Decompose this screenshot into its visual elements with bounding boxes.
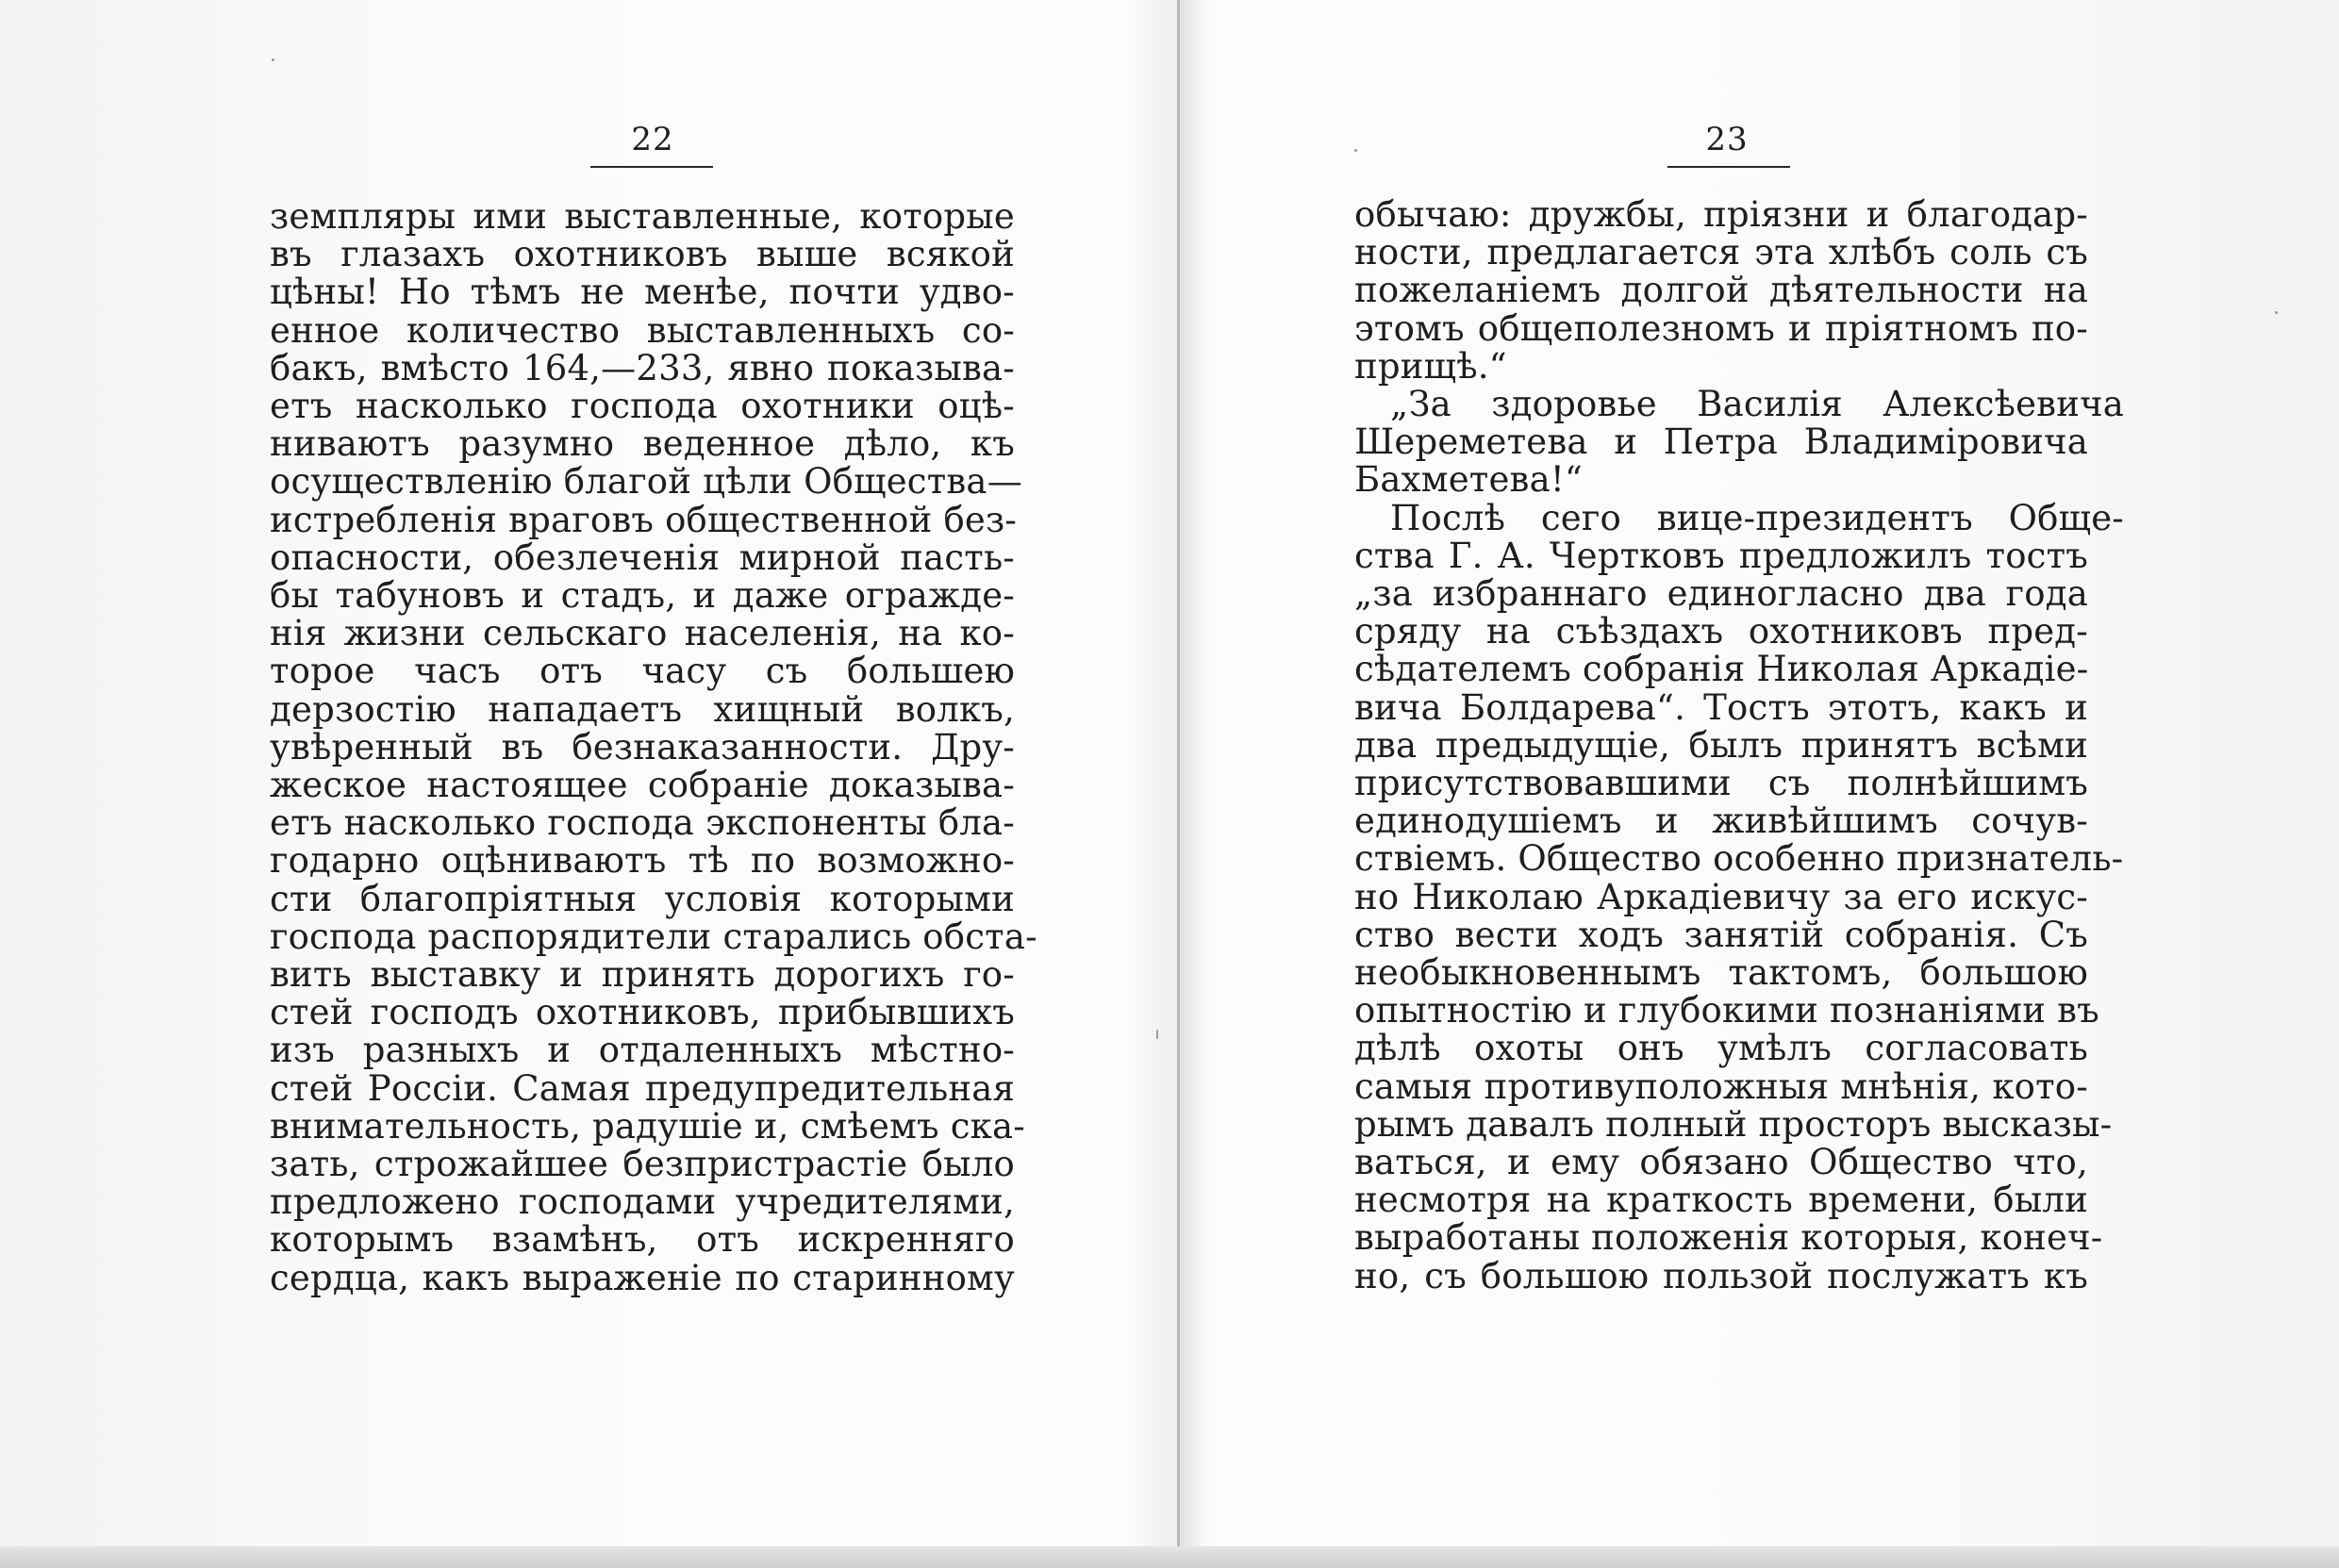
text-line: но, съ большою пользой послужатъ къ [1354, 1255, 2088, 1296]
text-line: торое часъ отъ часу съ большею [270, 651, 1015, 692]
text-line: опасности, обезлеченія мирной пасть- [270, 536, 1015, 578]
text-line: изъ разныхъ и отдаленныхъ мѣстно- [270, 1030, 1015, 1071]
text-line: жеское настоящее собраніе доказыва- [270, 765, 1015, 806]
text-line: вича Болдарева“. Тостъ этотъ, какъ и [1354, 686, 2088, 728]
text-line: единодушіемъ и живѣйшимъ сочув- [1354, 801, 2088, 842]
scan-speck [1354, 149, 1357, 152]
text-line: „За здоровье Василія Алексѣевича [1390, 384, 2124, 425]
text-line: сердца, какъ выраженіе по старинному [270, 1257, 1015, 1298]
text-line: выработаны положенія которыя, конеч- [1354, 1217, 2103, 1259]
page-number-rule-left [590, 166, 713, 168]
text-line: ности, предлагается эта хлѣбъ соль съ [1354, 232, 2088, 273]
text-line: зать, строжайшее безпристрастіе было [270, 1144, 1015, 1185]
text-line: стей господъ охотниковъ, прибывшихъ [270, 992, 1015, 1033]
text-line: сряду на съѣздахъ охотниковъ пред- [1354, 611, 2088, 652]
text-line: вить выставку и принять дорогихъ го- [270, 954, 1015, 996]
text-line: стей Россіи. Самая предупредительная [270, 1067, 1015, 1109]
text-line: увѣренный въ безнаказанности. Дру- [270, 726, 1015, 767]
text-line: бакъ, вмѣсто 164,—233, явно показыва- [270, 347, 1015, 388]
text-line: въ глазахъ охотниковъ выше всякой [270, 234, 1015, 275]
text-line: осуществленію благой цѣли Общества— [270, 461, 1022, 503]
text-line: земпляры ими выставленные, которые [270, 196, 1015, 237]
page-number-rule-right [1667, 166, 1790, 168]
text-line: этомъ общеполезномъ и пріятномъ по- [1354, 307, 2088, 349]
text-line: ниваютъ разумно веденное дѣло, къ [270, 423, 1015, 465]
text-line: ства Г. А. Чертковъ предложилъ тостъ [1354, 535, 2088, 576]
text-line: обычаю: дружбы, пріязни и благодар- [1354, 194, 2088, 235]
text-line: „за избраннаго единогласно два года [1354, 573, 2088, 615]
text-line: которымъ взамѣнъ, отъ искренняго [270, 1219, 1015, 1261]
text-line: господа распорядители старались обста- [270, 916, 1037, 957]
text-line: сѣдателемъ собранія Николая Аркадіе- [1354, 649, 2089, 690]
scan-speck [2275, 311, 2278, 314]
text-line: дѣлѣ охоты онъ умѣлъ согласовать [1354, 1028, 2088, 1069]
text-line: ваться, и ему обязано Общество что, [1354, 1142, 2088, 1183]
left-page-text [270, 196, 1037, 1298]
text-line: опытностію и глубокими познаніями въ [1354, 990, 2099, 1032]
text-line: внимательность, радушіе и, смѣемъ ска- [270, 1105, 1025, 1147]
text-line: истребленія враговъ общественной без- [270, 499, 1018, 540]
text-line: прищѣ.“ [1354, 345, 1507, 387]
scan-speck [272, 58, 274, 61]
text-line: два предыдущіе, былъ принятъ всѣми [1354, 724, 2088, 766]
text-line: ствіемъ. Общество особенно признатель- [1354, 838, 2124, 880]
text-line: Бахметева!“ [1354, 459, 1584, 501]
gutter-shadow [1180, 0, 1206, 1568]
text-line: дерзостію нападаетъ хищный волкъ, [270, 688, 1015, 730]
text-line: несмотря на краткость времени, были [1354, 1180, 2088, 1221]
page-number-left: 22 [631, 121, 674, 158]
text-line: цѣны! Но тѣмъ не менѣе, почти удво- [270, 272, 1015, 313]
text-line: ство вести ходъ занятій собранія. Съ [1354, 914, 2088, 955]
text-line: етъ насколько господа охотники оцѣ- [270, 386, 1015, 427]
text-line: пожеланіемъ долгой дѣятельности на [1354, 270, 2088, 311]
scan-bottom-edge [0, 1546, 2339, 1568]
scan-speck [1156, 1030, 1158, 1039]
text-line: годарно оцѣниваютъ тѣ по возможно- [270, 840, 1015, 882]
text-line: предложено господами учредителями, [270, 1181, 1015, 1223]
text-line: необыкновеннымъ тактомъ, большою [1354, 952, 2088, 994]
page-number-right: 23 [1705, 121, 1749, 158]
text-line: Шереметева и Петра Владиміровича [1354, 421, 2088, 463]
text-line: бы табуновъ и стадъ, и даже огражде- [270, 575, 1015, 617]
text-line: Послѣ сего вице-президентъ Обще- [1390, 497, 2124, 538]
text-line: енное количество выставленныхъ со- [270, 309, 1015, 351]
text-line: етъ насколько господа экспоненты бла- [270, 802, 1015, 844]
text-line: самыя противуположныя мнѣнія, кото- [1354, 1065, 2088, 1107]
right-page-text [1354, 196, 2124, 1296]
text-line: но Николаю Аркадіевичу за его искус- [1354, 876, 2088, 917]
text-line: сти благопріятныя условія которыми [270, 878, 1015, 919]
text-line: рымъ давалъ полный просторъ высказы- [1354, 1103, 2113, 1145]
text-line: нія жизни сельскаго населенія, на ко- [270, 613, 1015, 654]
text-line: присутствовавшими съ полнѣйшимъ [1354, 763, 2088, 804]
